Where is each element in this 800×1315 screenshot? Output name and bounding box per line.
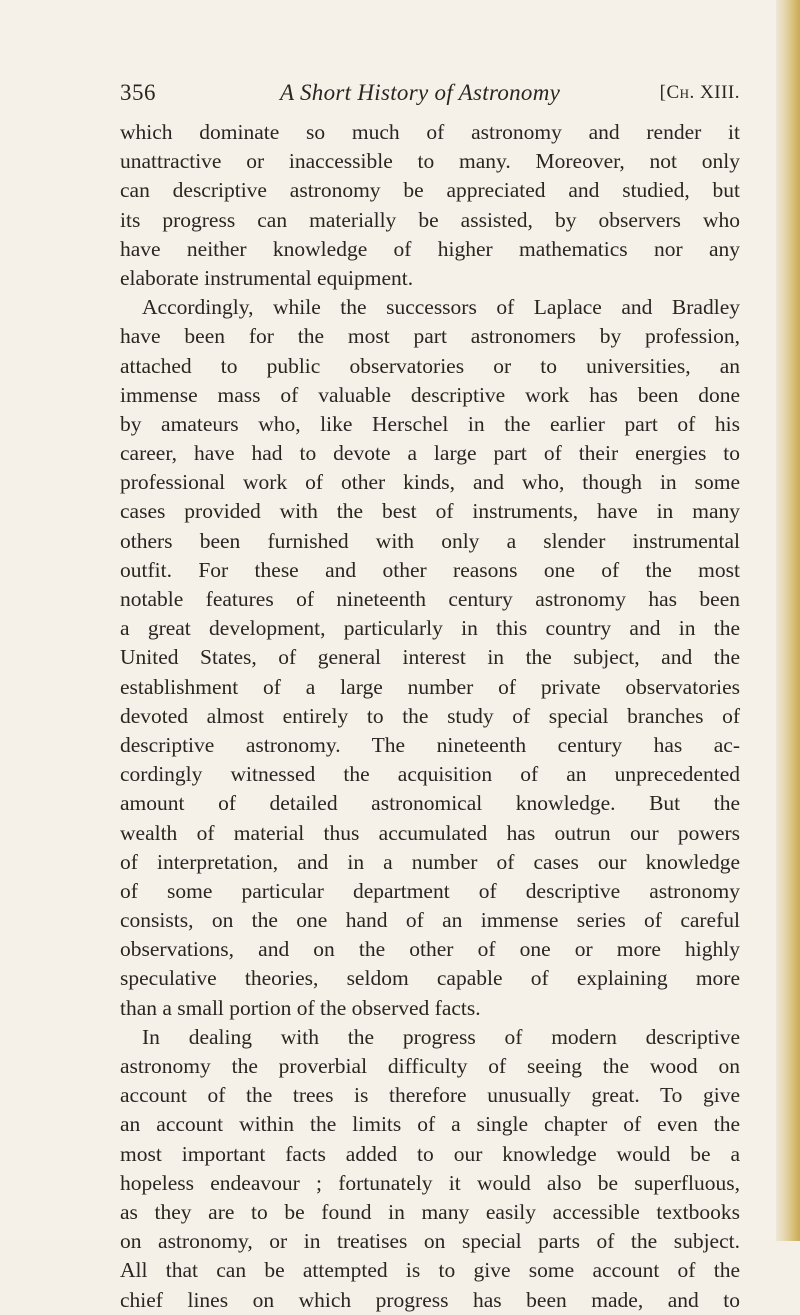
page-number: 356 [120, 80, 156, 105]
text-line: attached to public observatories or to universities, an [120, 353, 740, 378]
text-line: establishment of a large number of private observatories [120, 674, 740, 699]
text-line: cordingly witnessed the acquisition of an unprecedented [120, 762, 740, 787]
text-line: chief lines on which progress has been made, and to [120, 1287, 740, 1312]
page-edge-shading [776, 0, 800, 1241]
text-line: which dominate so much of astronomy and render it [120, 120, 740, 144]
text-line: by amateurs who, like Herschel in the earlier part of his [120, 411, 740, 436]
text-line: than a small portion of the observed facts. [120, 995, 481, 1020]
text-line: others been furnished with only a slender instrumental [120, 528, 740, 553]
text-line: a great development, particularly in this country and in the [120, 616, 740, 641]
text-line: observations, and on the other of one or more highly [120, 937, 740, 962]
text-line: have neither knowledge of higher mathematics nor any [120, 236, 740, 261]
chapter-reference: [Ch. XIII. [659, 82, 740, 103]
text-line: as they are to be found in many easily accessible textbooks [120, 1199, 740, 1224]
text-line: amount of detailed astronomical knowledge. But the [120, 791, 740, 816]
text-line: wealth of material thus accumulated has outrun our powers [120, 820, 740, 845]
text-line: devoted almost entirely to the study of special branches of [120, 703, 740, 728]
text-line: notable features of nineteenth century astronomy has been [120, 587, 740, 611]
text-line: on astronomy, or in treatises on special parts of the subject. [120, 1229, 740, 1254]
text-line: speculative theories, seldom capable of explaining more [120, 966, 740, 991]
text-line: have been for the most part astronomers by profession, [120, 324, 740, 349]
text-line: All that can be attempted is to give some account of the [120, 1258, 740, 1283]
text-line: of some particular department of descriptive astronomy [120, 878, 740, 903]
running-header [120, 80, 740, 114]
text-line: its progress can materially be assisted, by observers who [120, 207, 740, 232]
text-line: In dealing with the progress of modern descriptive [142, 1024, 740, 1049]
text-line: cases provided with the best of instruments, have in many [120, 499, 740, 524]
text-line: outfit. For these and other reasons one of the most [120, 557, 740, 582]
text-line: most important facts added to our knowledge would be a [120, 1141, 740, 1166]
body-text [120, 118, 740, 1315]
text-line: United States, of general interest in the subject, and the [120, 645, 740, 670]
text-line: an account within the limits of a single chapter of even the [120, 1112, 740, 1137]
text-line: immense mass of valuable descriptive work has been done [120, 382, 740, 407]
text-line: astronomy the proverbial difficulty of seeing the wood on [120, 1054, 740, 1078]
text-line: professional work of other kinds, and who, though in some [120, 470, 740, 495]
text-line: unattractive or inaccessible to many. Moreover, not only [120, 149, 740, 174]
text-line: account of the trees is therefore unusually great. To give [120, 1083, 740, 1108]
text-line: Accordingly, while the successors of Laplace and Bradley [142, 295, 740, 320]
text-line: career, have had to devote a large part of their energies to [120, 441, 740, 466]
text-line: consists, on the one hand of an immense series of careful [120, 908, 740, 933]
text-line: descriptive astronomy. The nineteenth century has ac- [120, 732, 740, 757]
text-line: can descriptive astronomy be appreciated and studied, but [120, 178, 740, 203]
text-line: elaborate instrumental equipment. [120, 265, 414, 290]
text-line: of interpretation, and in a number of cases our knowledge [120, 849, 740, 874]
text-line: hopeless endeavour ; fortunately it would also be superfluous, [120, 1170, 740, 1195]
running-title: A Short History of Astronomy [280, 80, 561, 105]
